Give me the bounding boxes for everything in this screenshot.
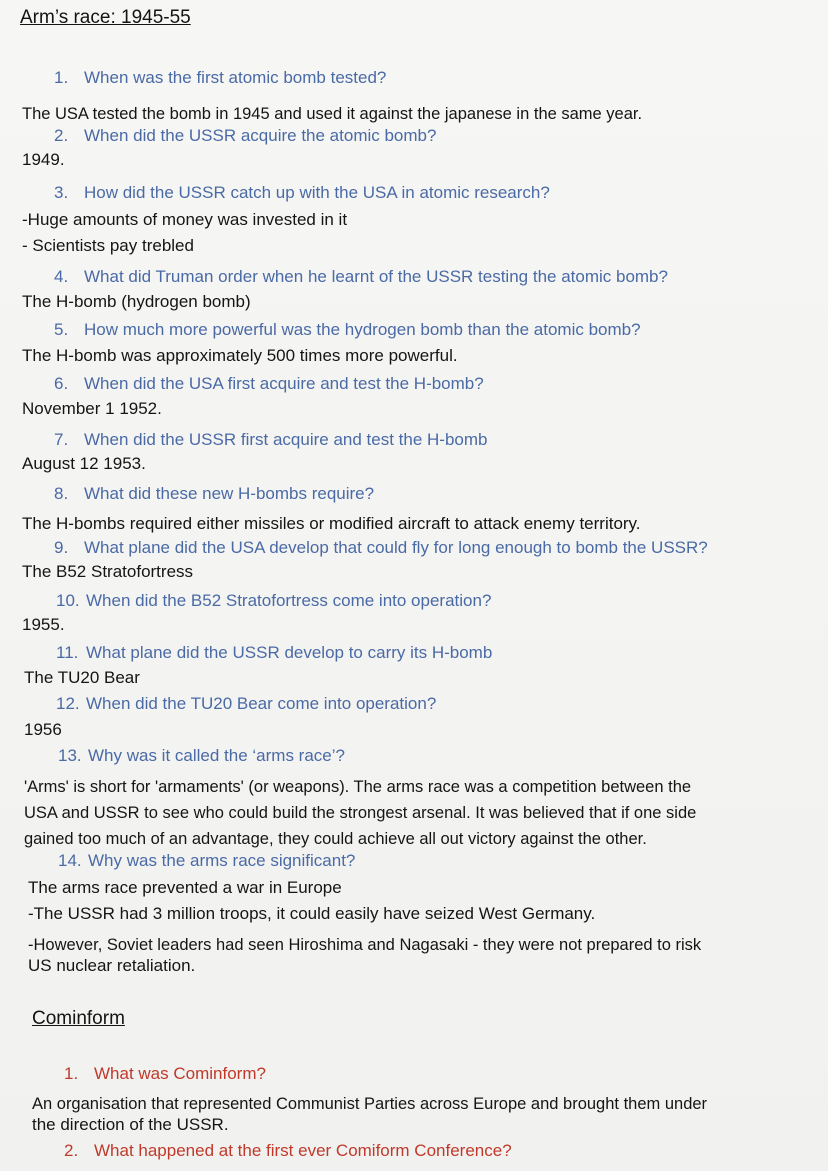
question-8: 8. What did these new H-bombs require? [54, 484, 375, 503]
answer-8: The H-bombs required either missiles or modified aircraft to attack enemy territory. [22, 514, 641, 533]
question-14: 14. Why was the arms race significant? [58, 851, 356, 870]
cominform-question-2: 2. What happened at the first ever Comiform Conference? [64, 1141, 512, 1160]
question-10: 10. When did the B52 Stratofortress come into operation? [56, 591, 492, 610]
question-12: 12. When did the TU20 Bear come into operation? [56, 694, 437, 713]
cominform-answer-1-line-2: the direction of the USSR. [32, 1115, 229, 1134]
question-4: 4. What did Truman order when he learnt of the USSR testing the atomic bomb? [54, 267, 668, 286]
question-2: 2. When did the USSR acquire the atomic bomb? [54, 126, 437, 145]
answer-14-line-2: -The USSR had 3 million troops, it could easily have seized West Germany. [28, 904, 596, 923]
answer-5: The H-bomb was approximately 500 times more powerful. [22, 346, 458, 365]
answer-2: 1949. [22, 150, 65, 169]
answer-13-line-1: 'Arms' is short for 'armaments' (or weapons). The arms race was a competition between the [24, 778, 692, 796]
answer-13-line-2: USA and USSR to see who could build the strongest arsenal. It was believed that if one side [24, 804, 697, 822]
question-11: 11. What plane did the USSR develop to carry its H-bomb [56, 643, 493, 662]
answer-11: The TU20 Bear [24, 668, 140, 687]
question-6: 6. When did the USA first acquire and test the H-bomb? [54, 374, 484, 393]
answer-3-line-2: - Scientists pay trebled [22, 236, 194, 255]
answer-9: The B52 Stratofortress [22, 562, 194, 581]
answer-10: 1955. [22, 615, 65, 634]
answer-14-line-4: US nuclear retaliation. [28, 956, 196, 975]
question-5: 5. How much more powerful was the hydrogen bomb than the atomic bomb? [54, 320, 641, 339]
question-9: 9. What plane did the USA develop that could fly for long enough to bomb the USSR? [54, 538, 708, 557]
answer-7: August 12 1953. [22, 454, 146, 473]
answer-13-line-3: gained too much of an advantage, they could achieve all out victory against the other. [24, 830, 647, 848]
answer-6: November 1 1952. [22, 399, 162, 418]
answer-14-line-1: The arms race prevented a war in Europe [28, 878, 342, 897]
question-3: 3. How did the USSR catch up with the USA in atomic research? [54, 183, 550, 202]
cominform-answer-1-line-1: An organisation that represented Communist Parties across Europe and brought them under [32, 1095, 708, 1113]
page-title: Arm’s race: 1945-55 [20, 7, 191, 28]
question-1: 1. When was the first atomic bomb tested? [54, 68, 387, 87]
answer-3-line-1: -Huge amounts of money was invested in it [22, 210, 348, 229]
cominform-question-1: 1. What was Cominform? [64, 1064, 266, 1083]
section-heading-cominform: Cominform [32, 1008, 125, 1029]
answer-14-line-3: -However, Soviet leaders had seen Hiroshima and Nagasaki - they were not prepared to risk [28, 936, 702, 954]
answer-1: The USA tested the bomb in 1945 and used it against the japanese in the same year. [22, 105, 643, 123]
answer-12: 1956 [24, 720, 62, 739]
question-13: 13. Why was it called the ‘arms race’? [58, 746, 345, 765]
question-7: 7. When did the USSR first acquire and test the H-bomb [54, 430, 488, 449]
answer-4: The H-bomb (hydrogen bomb) [22, 292, 251, 311]
